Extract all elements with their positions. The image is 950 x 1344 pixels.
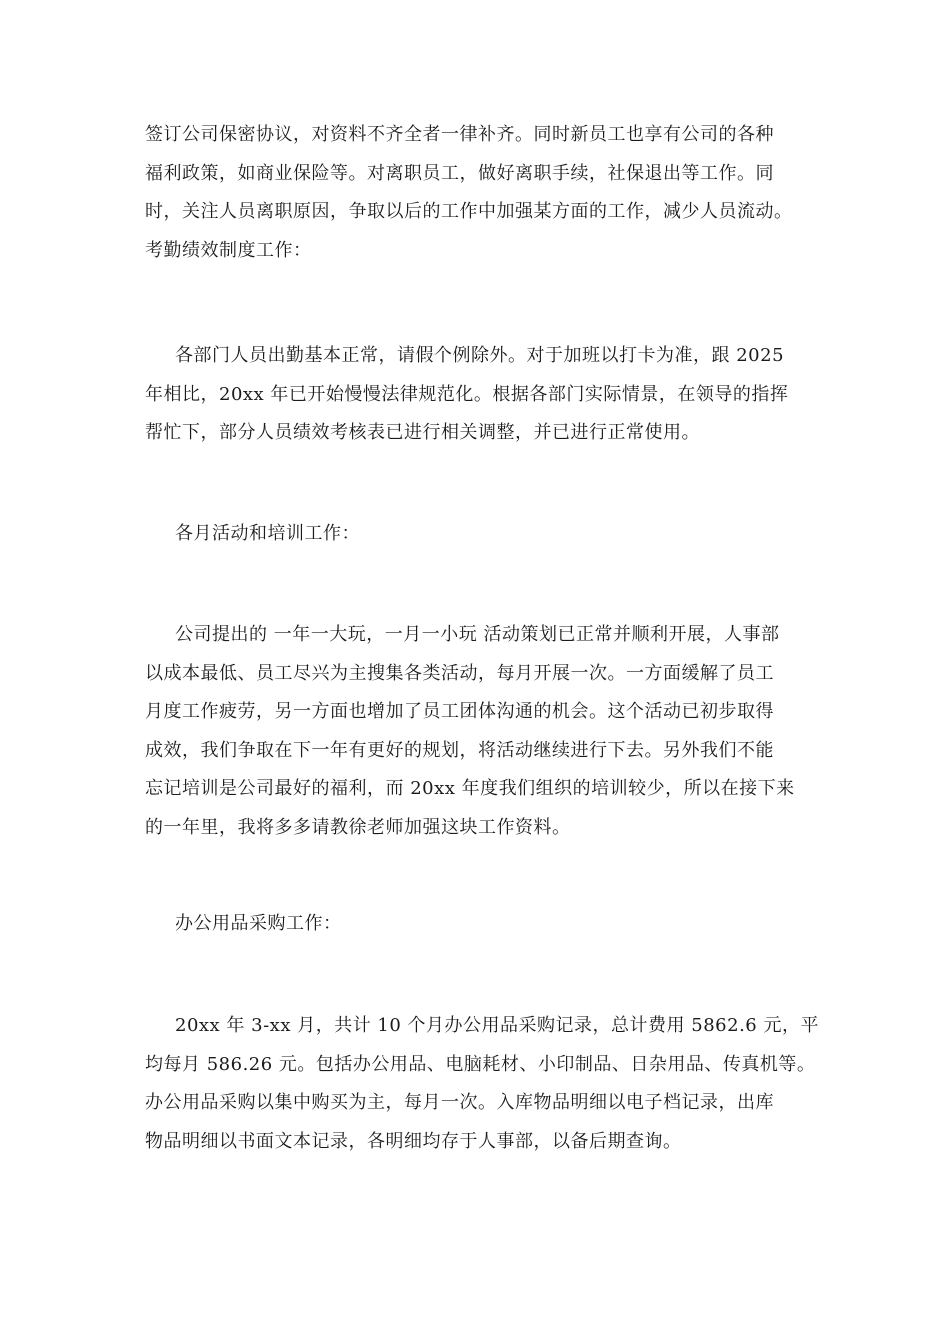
text-line: 均每月 586.26 元。包括办公用品、电脑耗材、小印制品、日杂用品、传真机等。 (145, 1053, 816, 1075)
heading-text: 办公用品采购工作： (175, 913, 342, 934)
paragraph-office-supplies (145, 1007, 819, 1161)
text-line: 帮忙下，部分人员绩效考核表已进行相关调整，并已进行正常使用。 (145, 422, 700, 443)
text-line: 以成本最低、员工尽兴为主搜集各类活动，每月开展一次。一方面缓解了员工 (145, 662, 774, 684)
text-line: 各部门人员出勤基本正常，请假个例除外。对于加班以打卡为准，跟 2025 (175, 345, 785, 366)
text-line: 签订公司保密协议，对资料不齐全者一律补齐。同时新员工也享有公司的各种 (145, 124, 774, 145)
heading-text: 各月活动和培训工作： (175, 523, 360, 544)
paragraph-activities (145, 616, 815, 847)
text-line: 20xx 年 3-xx 月，共计 10 个月办公用品采购记录，总计费用 5862.6 元，平 (175, 1015, 819, 1036)
section-heading-attendance: 考勤绩效制度工作： (145, 239, 312, 261)
text-line: 公司提出的 一年一大玩，一月一小玩 活动策划已正常并顺利开展，人事部 (175, 624, 780, 645)
paragraph-onboarding-offboarding (145, 116, 815, 270)
text-line: 成效，我们争取在下一年有更好的规划，将活动继续进行下去。另外我们不能 (145, 739, 774, 761)
paragraph-attendance (145, 337, 815, 453)
text-line: 物品明细以书面文本记录，各明细均存于人事部，以备后期查询。 (145, 1130, 682, 1152)
text-line: 福利政策，如商业保险等。对离职员工，做好离职手续，社保退出等工作。同 (145, 162, 774, 184)
text-line: 时，关注人员离职原因，争取以后的工作中加强某方面的工作，减少人员流动。 (145, 201, 793, 222)
section-heading-office-supplies (145, 905, 815, 944)
section-heading-activities-training (145, 515, 815, 554)
text-line: 月度工作疲劳，另一方面也增加了员工团体沟通的机会。这个活动已初步取得 (145, 701, 774, 722)
text-line: 年相比，20xx 年已开始慢慢法律规范化。根据各部门实际情景，在领导的指挥 (145, 383, 789, 405)
text-line: 办公用品采购以集中购买为主，每月一次。入库物品明细以电子档记录，出库 (145, 1092, 774, 1113)
text-line: 忘记培训是公司最好的福利，而 20xx 年度我们组织的培训较少，所以在接下来 (145, 778, 795, 799)
text-line: 的一年里，我将多多请教徐老师加强这块工作资料。 (145, 816, 571, 838)
